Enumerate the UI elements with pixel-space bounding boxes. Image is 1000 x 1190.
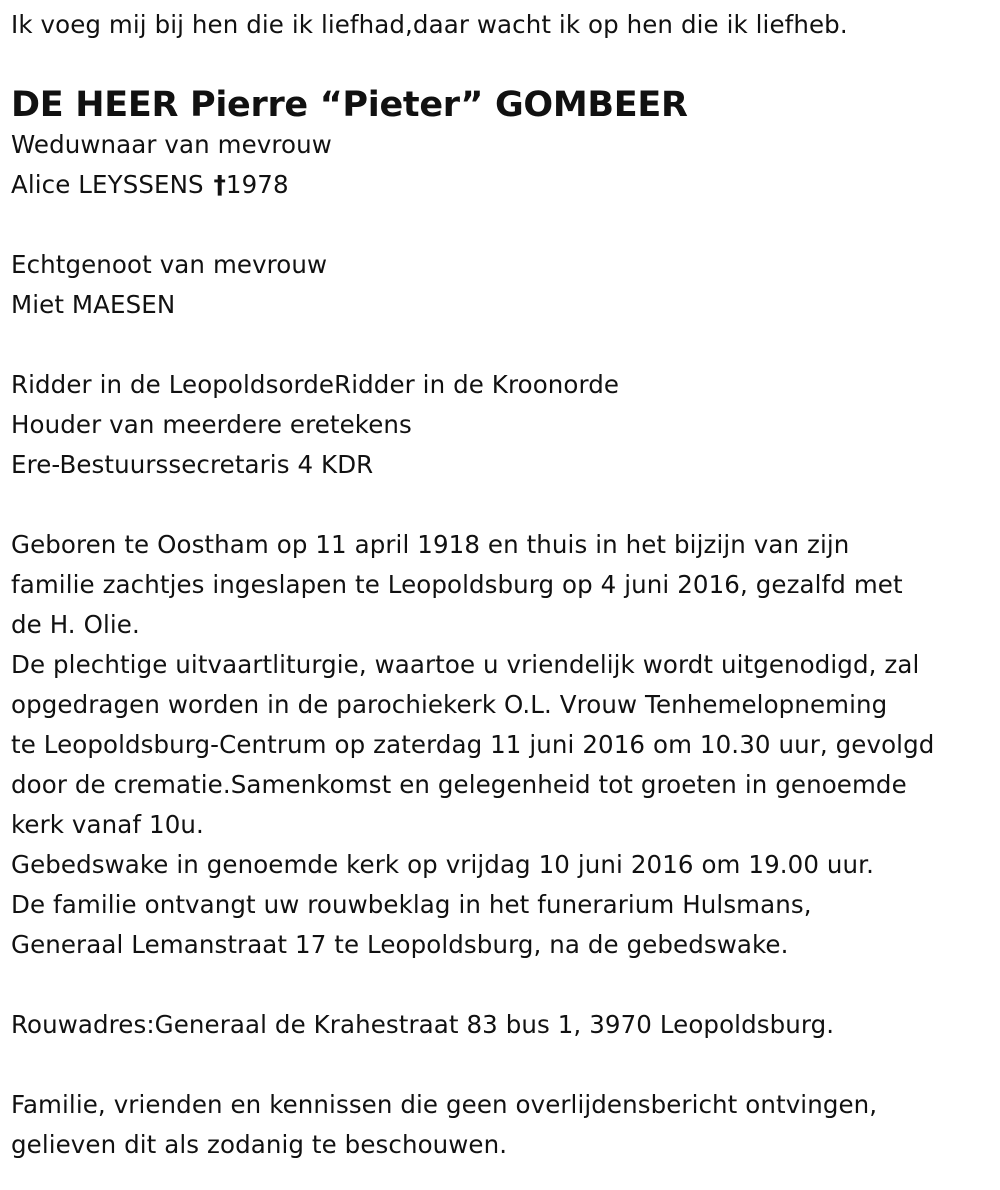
body-line: Generaal Lemanstraat 17 te Leopoldsburg, na de gebedswake.: [11, 930, 789, 959]
body-line: familie zachtjes ingeslapen te Leopoldsburg op 4 juni 2016, gezalfd met: [11, 570, 903, 599]
closing-line: Familie, vrienden en kennissen die geen overlijdensbericht ontvingen,: [11, 1090, 878, 1119]
honor-line: Ridder in de LeopoldsordeRidder in de Kroonorde: [11, 370, 620, 399]
body-line: Gebedswake in genoemde kerk op vrijdag 10 juni 2016 om 19.00 uur.: [11, 850, 874, 879]
body-line: De familie ontvangt uw rouwbeklag in het funerarium Hulsmans,: [11, 890, 812, 919]
cross-icon: †: [213, 170, 226, 199]
late-spouse-name: Alice LEYSSENS: [11, 170, 204, 199]
obituary-notice: [11, 0, 995, 1165]
body-line: door de crematie.Samenkomst en gelegenheid tot groeten in genoemde: [11, 770, 907, 799]
closing-line: gelieven dit als zodanig te beschouwen.: [11, 1130, 508, 1159]
notice-body: [11, 525, 995, 965]
body-line: kerk vanaf 10u.: [11, 810, 204, 839]
body-line: De plechtige uitvaartliturgie, waartoe u vriendelijk wordt uitgenodigd, zal: [11, 650, 920, 679]
mourning-address: Rouwadres:Generaal de Krahestraat 83 bus 1, 3970 Leopoldsburg.: [11, 1010, 835, 1039]
late-spouse-line: [11, 165, 995, 205]
late-spouse-death-year: 1978: [225, 170, 289, 199]
body-line: te Leopoldsburg-Centrum op zaterdag 11 juni 2016 om 10.30 uur, gevolgd: [11, 730, 935, 759]
body-line: de H. Olie.: [11, 610, 140, 639]
widower-line: Weduwnaar van mevrouw: [11, 130, 332, 159]
motto-text: Ik voeg mij bij hen die ik liefhad,daar wacht ik op hen die ik liefheb.: [11, 10, 848, 39]
honor-line: Houder van meerdere eretekens: [11, 410, 412, 439]
spouse-line: Echtgenoot van mevrouw: [11, 250, 328, 279]
spouse-name: Miet MAESEN: [11, 290, 176, 319]
honor-line: Ere-Bestuurssecretaris 4 KDR: [11, 450, 374, 479]
deceased-name: DE HEER Pierre “Pieter” GOMBEER: [11, 85, 688, 125]
body-line: opgedragen worden in de parochiekerk O.L. Vrouw Tenhemelopneming: [11, 690, 888, 719]
body-line: Geboren te Oostham op 11 april 1918 en thuis in het bijzijn van zijn: [11, 530, 850, 559]
